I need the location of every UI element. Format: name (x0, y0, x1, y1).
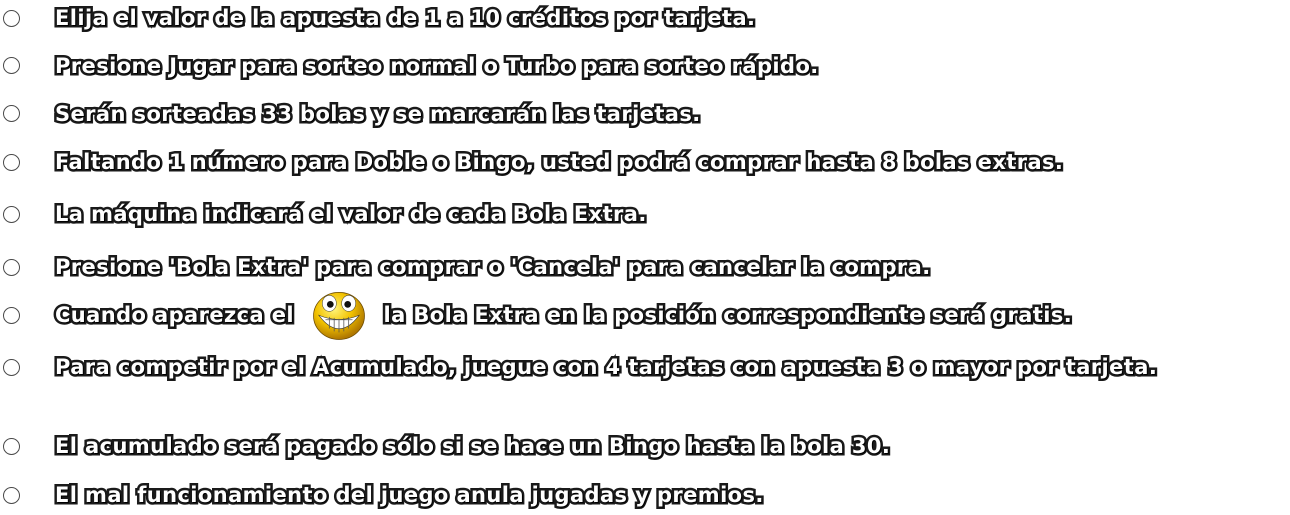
radio-circle-icon (3, 105, 20, 122)
rule-text: El mal funcionamiento del juego anula jugadas y premios. (55, 483, 764, 507)
rule-text (55, 301, 1284, 329)
rule-text: Serán sorteadas 33 bolas y se marcarán las tarjetas. (55, 102, 701, 126)
rule-text: Elija el valor de la apuesta de 1 a 10 créditos por tarjeta. (55, 6, 756, 30)
radio-circle-icon (3, 307, 20, 324)
rule-text: Para competir por el Acumulado, juegue con 4 tarjetas con apuesta 3 o mayor por tarjeta. (55, 355, 1158, 379)
radio-circle-icon (3, 10, 20, 27)
radio-circle-icon (3, 438, 20, 455)
radio-circle-icon (3, 359, 20, 376)
radio-circle-icon (3, 259, 20, 276)
rule-text: El acumulado será pagado sólo si se hace un Bingo hasta la bola 30. (55, 434, 891, 458)
rule-text: Faltando 1 número para Doble o Bingo, usted podrá comprar hasta 8 bolas extras. (55, 150, 1064, 174)
radio-circle-icon (3, 57, 20, 74)
rule-text-before-icon: Cuando aparezca el (55, 303, 295, 327)
radio-circle-icon (3, 487, 20, 504)
rule-text: Presione 'Bola Extra' para comprar o 'Cancela' para cancelar la compra. (55, 255, 931, 279)
rule-text: La máquina indicará el valor de cada Bola Extra. (55, 202, 647, 226)
rule-text: Presione Jugar para sorteo normal o Turbo para sorteo rápido. (55, 54, 819, 78)
smiley-face-icon (310, 285, 368, 343)
rule-text-after-icon: la Bola Extra en la posición correspondiente será gratis. (383, 303, 1073, 327)
radio-circle-icon (3, 154, 20, 171)
radio-circle-icon (3, 206, 20, 223)
